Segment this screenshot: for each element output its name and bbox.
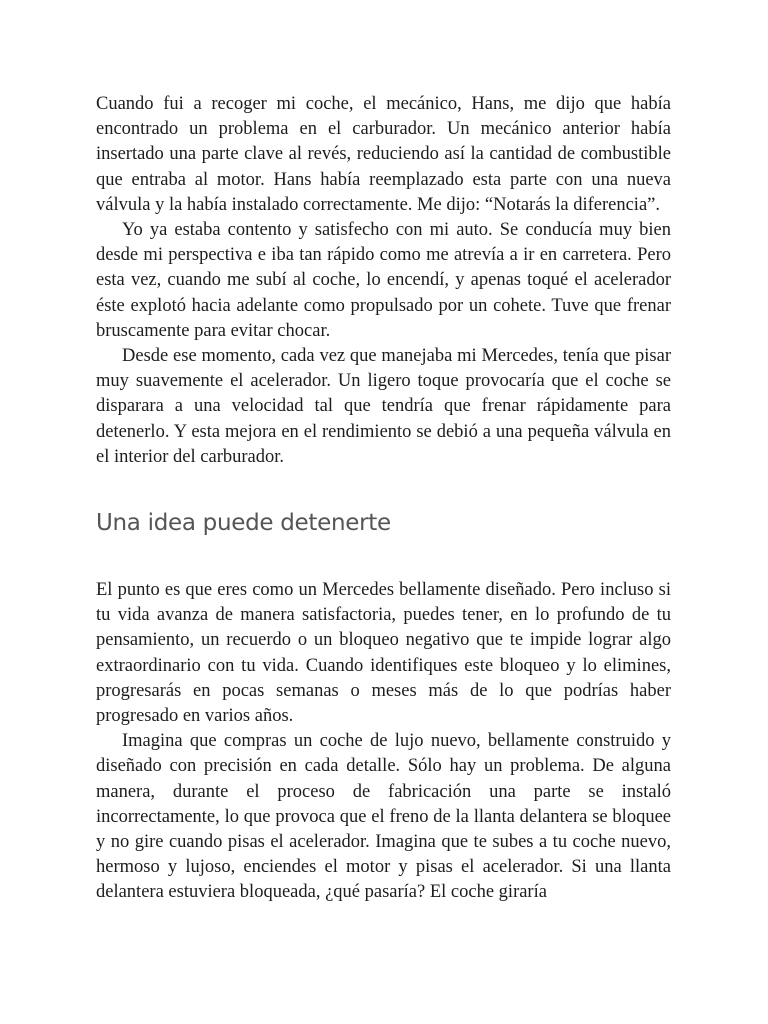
section-heading: Una idea puede detenerte [96, 510, 391, 537]
paragraph: Imagina que compras un coche de lujo nuevo, bellamente construido y diseñado con precisión en cada detalle. Sólo hay un problema. De alguna manera, durante el proceso de fabricación una parte se instaló incorrectamente, lo que provoca que el freno de la llanta delantera se bloquee y no gire cuando pisas el acelerador. Imagina que te subes a tu coche nuevo, hermoso y lujoso, enciendes el motor y pisas el acelerador. Si una llanta delantera estuviera bloqueada, ¿qué pasaría? El coche giraría [96, 731, 671, 903]
book-page [96, 92, 671, 906]
paragraph: Desde ese momento, cada vez que manejaba mi Mercedes, tenía que pisar muy suavemente el acelerador. Un ligero toque provocaría que el coche se disparara a una velocidad tal que tendría que frenar rápidamente para detenerlo. Y esta mejora en el rendimiento se debió a una pequeña válvula en el interior del carburador. [96, 346, 671, 467]
paragraph: Cuando fui a recoger mi coche, el mecánico, Hans, me dijo que había encontrado un problema en el carburador. Un mecánico anterior había insertado una parte clave al revés, reduciendo así la cantidad de combustible que entraba al motor. Hans había reemplazado esta parte con una nueva válvula y la había instalado correctamente. Me dijo: “Notarás la diferencia”. [96, 94, 671, 215]
paragraph: Yo ya estaba contento y satisfecho con mi auto. Se conducía muy bien desde mi perspectiva e iba tan rápido como me atrevía a ir en carretera. Pero esta vez, cuando me subí al coche, lo encendí, y apenas toqué el acelerador éste explotó hacia adelante como propulsado por un cohete. Tuve que frenar bruscamente para evitar chocar. [96, 220, 671, 341]
paragraph: El punto es que eres como un Mercedes bellamente diseñado. Pero incluso si tu vida avanza de manera satisfactoria, puedes tener, en lo profundo de tu pensamiento, un recuerdo o un bloqueo negativo que te impide lograr algo extraordinario con tu vida. Cuando identifiques este bloqueo y lo elimines, progresarás en pocas semanas o meses más de lo que podrías haber progresado en varios años. [96, 580, 671, 727]
